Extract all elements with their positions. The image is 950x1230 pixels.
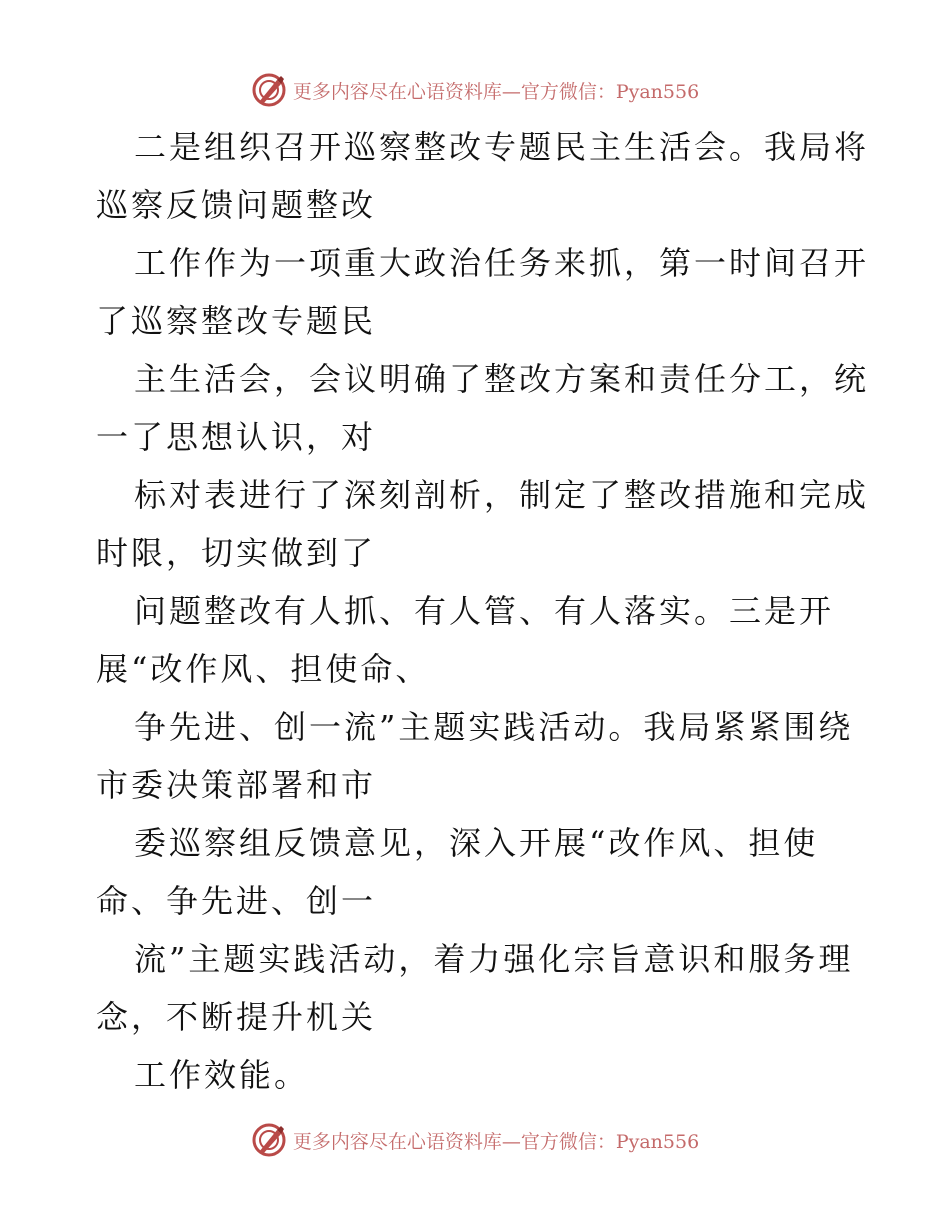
text-line: 命、争先进、创一 xyxy=(96,882,377,920)
pen-seal-logo-icon xyxy=(251,1122,287,1158)
text-line: 流”主题实践活动，着力强化宗旨意识和服务理 xyxy=(134,940,854,978)
text-line: 争先进、创一流”主题实践活动。我局紧紧围绕 xyxy=(134,708,854,746)
text-line: 工作作为一项重大政治任务来抓，第一时间召开 xyxy=(134,244,870,282)
text-line: 展“改作风、担使命、 xyxy=(96,650,431,688)
footer-watermark xyxy=(0,1120,950,1160)
text-line: 问题整改有人抓、有人管、有人落实。三是开 xyxy=(134,592,835,630)
text-line: 念，不断提升机关 xyxy=(96,998,377,1036)
watermark-text: 更多内容尽在心语资料库—官方微信：Pyan556 xyxy=(292,1130,700,1153)
document-body xyxy=(96,118,870,1104)
text-line: 主生活会，会议明确了整改方案和责任分工，统 xyxy=(134,360,870,398)
watermark-text: 更多内容尽在心语资料库—官方微信：Pyan556 xyxy=(292,80,700,103)
text-line: 委巡察组反馈意见，深入开展“改作风、担使 xyxy=(134,824,819,862)
text-line: 市委决策部署和市 xyxy=(96,766,377,804)
text-line: 了巡察整改专题民 xyxy=(96,302,377,340)
text-line: 工作效能。 xyxy=(134,1056,310,1094)
text-line: 巡察反馈问题整改 xyxy=(96,186,377,224)
text-line: 二是组织召开巡察整改专题民主生活会。我局将 xyxy=(134,128,870,166)
text-line: 一了思想认识，对 xyxy=(96,418,377,456)
pen-seal-logo-icon xyxy=(251,72,287,108)
text-line: 标对表进行了深刻剖析，制定了整改措施和完成 xyxy=(134,476,870,514)
header-watermark xyxy=(0,70,950,110)
text-line: 时限，切实做到了 xyxy=(96,534,377,572)
